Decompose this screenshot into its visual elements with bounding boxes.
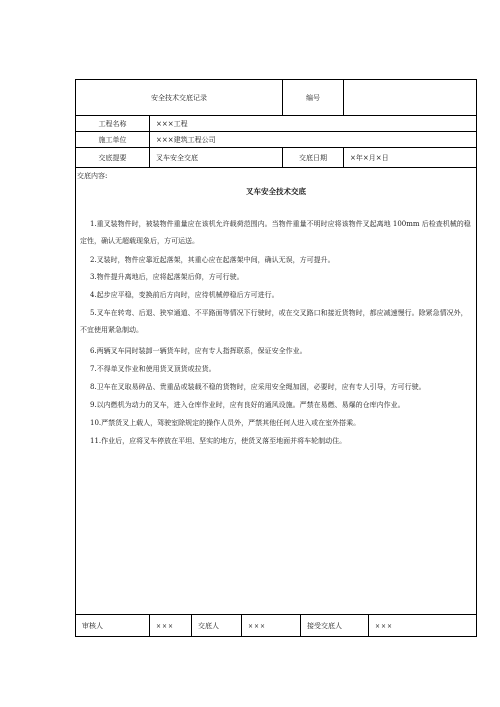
discloser-label: 交底人 <box>198 622 219 630</box>
contractor-row <box>76 132 476 148</box>
content-title: 叉车安全技术交底 <box>246 187 306 196</box>
header-row <box>76 80 476 116</box>
content-item-4: 4.起步应平稳，变换前后方向时，应待机械停稳后方可进行。 <box>90 291 279 299</box>
content-item-10: 10.严禁货叉上载人，驾驶室除规定的操作人员外，严禁其他任何人进入或在室外搭乘。 <box>90 419 361 427</box>
date-value: ×年×月×日 <box>350 153 389 162</box>
project-row <box>76 116 476 132</box>
content-item-5: 5.叉车在转弯、后退、狭窄通道、不平路面等情况下行驶时，或在交叉路口和接近货物时，都应减速慢行。除紧急情况外，不宜使用紧急制动。 <box>80 309 468 334</box>
content-item-8: 8.卫车在叉取易碎品、贵重品或装载不稳的货物时，应采用安全绳加固，必要时，应有专人引导，方可行驶。 <box>90 383 426 391</box>
reviewer-value: ××× <box>156 622 175 630</box>
content-item-1: 1.重叉装物件时，被装物件重量应在该机允许载荷范围内。当物件重量不明时应将该物件叉起离地 100mm 后检查机械的稳定性，确认无超载现象后，方可运送。 <box>80 220 471 245</box>
date-label: 交底日期 <box>299 153 327 162</box>
discloser-value: ××× <box>248 622 267 630</box>
safety-disclosure-form <box>75 79 477 637</box>
reviewer-label: 审核人 <box>82 622 103 630</box>
topic-value: 叉车安全交底 <box>156 153 198 162</box>
content-item-7: 7.不得单叉作业和使用货叉顶货或拉货。 <box>90 365 216 373</box>
content-item-2: 2.叉装时，物件应靠近起落架，其重心应在起落架中间，确认无误，方可提升。 <box>90 256 335 264</box>
project-label: 工程名称 <box>98 119 127 128</box>
project-value: ×××工程 <box>156 119 188 128</box>
contractor-label: 施工单位 <box>98 135 127 144</box>
content-item-3: 3.物件提升离地后，应将起落架后仰，方可行驶。 <box>90 273 244 281</box>
form-title: 安全技术交底记录 <box>151 93 207 102</box>
content-item-6: 6.两辆叉车同时装卸一辆货车时，应有专人指挥联系，保证安全作业。 <box>90 347 307 355</box>
number-label: 编号 <box>306 93 320 102</box>
signature-row <box>76 614 476 637</box>
content-label: 交底内容: <box>77 172 108 180</box>
receiver-value: ××× <box>375 622 394 630</box>
topic-label: 交底提要 <box>98 153 127 162</box>
content-item-9: 9.以内燃机为动力的叉车，进入仓库作业时，应有良好的通风设施。严禁在易燃、易爆的仓库内作业。 <box>90 401 405 409</box>
content-item-11: 11.作业后，应将叉车停放在平坦、坚实的地方，使货叉落至地面并将车轮制动住。 <box>90 437 347 445</box>
receiver-label: 接受交底人 <box>307 622 342 630</box>
contractor-value: ×××建筑工程公司 <box>156 135 216 144</box>
topic-row <box>76 148 476 168</box>
